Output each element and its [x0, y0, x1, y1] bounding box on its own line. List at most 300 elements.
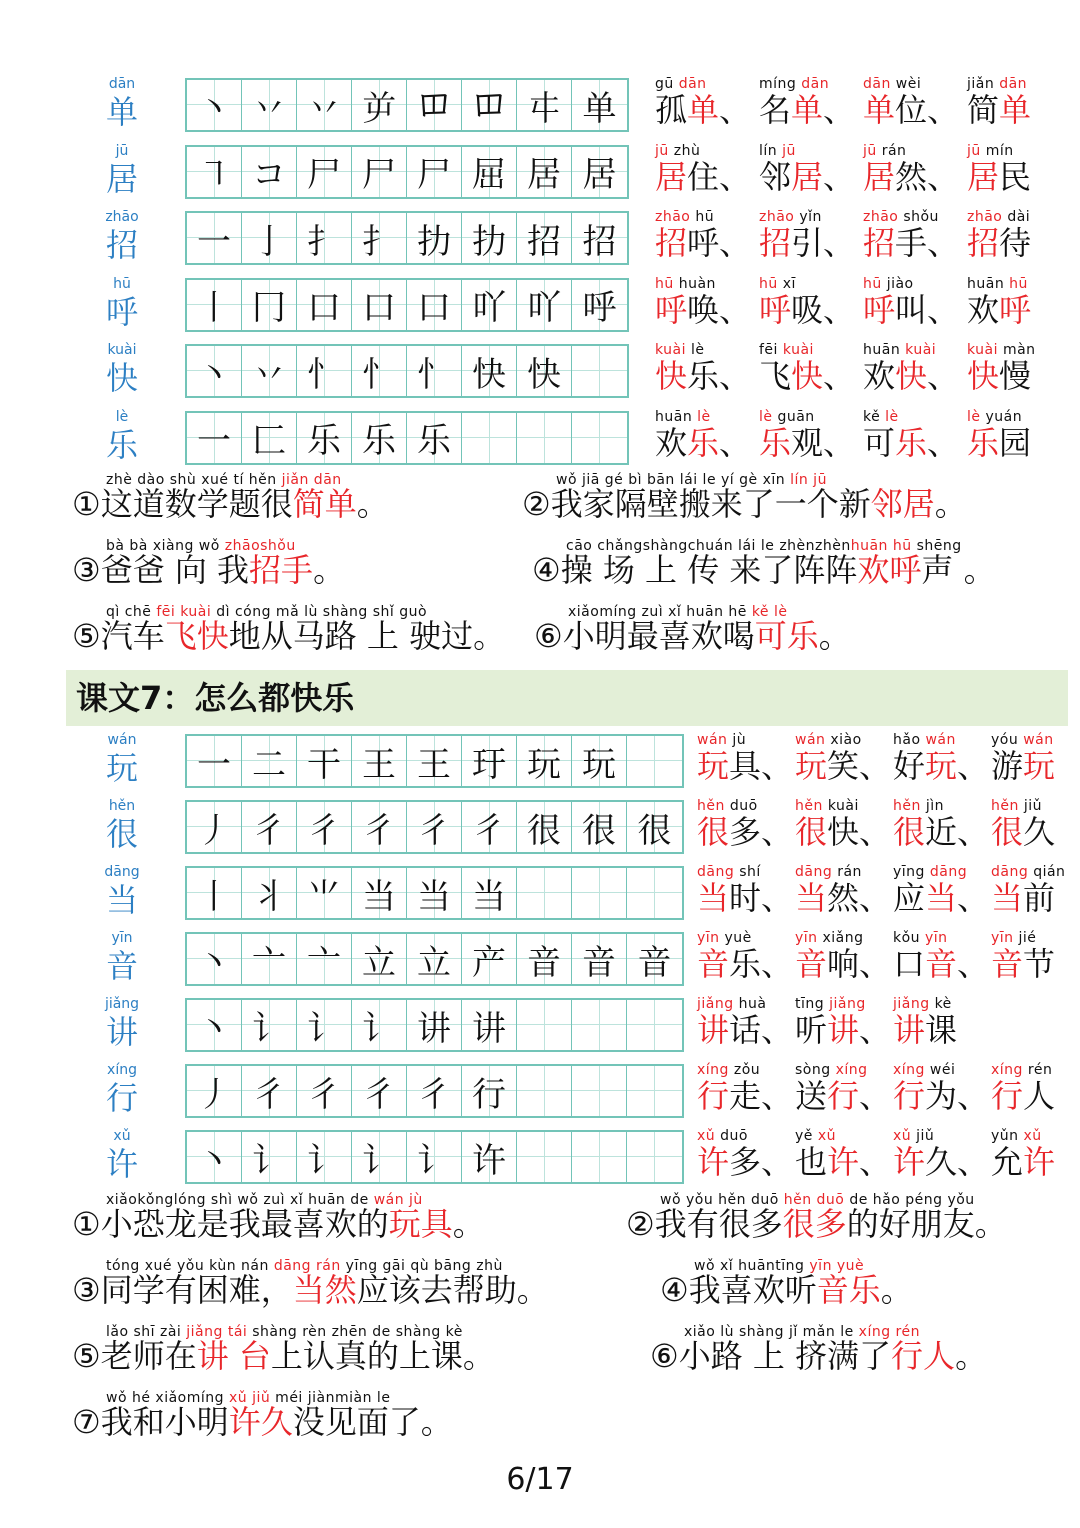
stroke-cell — [517, 1132, 572, 1182]
stroke-step: 丷 — [252, 354, 286, 395]
vocab-char: 观 — [791, 423, 824, 462]
sentence-end: 。 — [313, 551, 346, 589]
vocab-char: 然 — [827, 879, 860, 917]
stroke-step: 口 — [307, 288, 341, 328]
stroke-step: 讲 — [417, 1008, 451, 1049]
sentence-number: ③ — [72, 551, 101, 589]
char-glyph: 招 — [105, 226, 138, 264]
vocab-text: 欢快、 — [863, 357, 960, 395]
sentence-pinyin-text: qì chē — [106, 604, 157, 620]
vocab-char: 多 — [729, 1143, 762, 1181]
vocab-char: 好 — [893, 747, 926, 785]
vocab-new-char: 乐 — [687, 423, 720, 462]
stroke-cell — [242, 147, 297, 197]
sentence-text — [72, 1336, 495, 1376]
stroke-step: 亠 — [252, 942, 286, 983]
sentence-pinyin-text: xiǎomíng zuì xǐ huān hē — [568, 604, 752, 620]
char-row — [0, 864, 1080, 926]
stroke-step: 招 — [582, 221, 617, 262]
sentence-key-word: 飞快 — [164, 617, 229, 655]
sentence-pinyin-key: kě lè — [751, 604, 788, 620]
vocab-pinyin-syllable: dān — [801, 76, 830, 92]
vocab-pinyin-syllable: rén — [1027, 1062, 1053, 1078]
vocab-new-char: 招 — [759, 224, 792, 262]
stroke-cell — [462, 1132, 517, 1182]
stroke-cell — [572, 802, 627, 852]
vocab-char: 吸 — [791, 290, 824, 329]
vocab-new-char: 很 — [991, 813, 1024, 851]
vocab-pinyin-syllable: xíng — [835, 1062, 868, 1078]
stroke-step: 丨 — [197, 288, 231, 328]
stroke-cell — [407, 934, 462, 984]
stroke-cell — [462, 213, 517, 263]
stroke-cell — [297, 868, 352, 918]
stroke-step: 丬 — [252, 876, 286, 917]
vocab-pinyin-syllable: míng — [759, 76, 802, 92]
stroke-step: 讠 — [252, 1140, 286, 1181]
stroke-step: 忄 — [417, 354, 451, 395]
stroke-cell — [407, 736, 462, 786]
stroke-cell — [572, 147, 627, 197]
stroke-cell — [297, 1000, 352, 1050]
stroke-cell — [352, 413, 407, 463]
sentence-key-word: 讲 台 — [196, 1337, 271, 1375]
vocab-new-char: 当 — [697, 879, 730, 917]
vocab-new-char: 许 — [1023, 1143, 1056, 1181]
vocab-char: 孤 — [655, 91, 688, 129]
stroke-step: 冂 — [252, 288, 286, 328]
sentence-pinyin-key: lín jū — [790, 472, 827, 488]
stroke-step: 讠 — [362, 1140, 396, 1181]
stroke-cell — [187, 934, 242, 984]
stroke-step: 吖 — [472, 288, 506, 328]
sentence-pinyin-key: yīn yuè — [809, 1258, 865, 1274]
vocab-char: 应 — [893, 879, 926, 917]
vocab-new-char: 许 — [893, 1143, 926, 1181]
stroke-grid — [185, 1130, 684, 1184]
vocab-char: 民 — [999, 157, 1032, 196]
char-pinyin: dāng — [104, 864, 140, 880]
stroke-step: 招 — [527, 221, 561, 262]
vocab-new-char: 音 — [991, 945, 1024, 983]
vocab-text: 音乐、 — [697, 945, 794, 983]
sentence-pinyin-key: jiǎn dān — [281, 472, 342, 488]
stroke-cell — [352, 934, 407, 984]
vocab-text: 玩具、 — [697, 747, 794, 785]
vocab-char: 呼 — [687, 224, 720, 262]
stroke-cell — [187, 413, 242, 463]
stroke-step: 干 — [307, 744, 341, 785]
vocab-new-char: 居 — [967, 157, 1000, 196]
stroke-cell — [297, 934, 352, 984]
vocab-pinyin-syllable: xǔ — [893, 1128, 917, 1144]
sentence-pinyin-key: zhāoshǒu — [224, 538, 296, 554]
vocab-text: 呼叫、 — [863, 290, 960, 329]
vocab-new-char: 玩 — [925, 747, 958, 785]
sentence-number: ⑤ — [72, 1337, 101, 1375]
vocab-text: 乐观、 — [759, 423, 856, 462]
sentence-key-word: 许久 — [228, 1403, 293, 1441]
sentence-pinyin-text: dì cóng mǎ lù shàng shǐ guò — [211, 604, 428, 620]
vocab-pinyin-syllable: huàn — [678, 275, 716, 292]
vocab-text — [893, 1010, 957, 1050]
vocab-pinyin-syllable: jiǎng — [697, 996, 739, 1012]
vocab-pinyin-syllable: lè — [690, 342, 705, 358]
stroke-grid — [185, 278, 629, 332]
vocab-text — [991, 1142, 1055, 1182]
vocab-pinyin-syllable: xǔ — [1023, 1128, 1042, 1144]
stroke-grid — [185, 998, 684, 1052]
vocab-char: 人 — [1023, 1077, 1056, 1115]
stroke-step: 彳 — [362, 1074, 396, 1115]
sentence-text — [626, 1204, 1007, 1244]
stroke-step: 玗 — [472, 744, 506, 785]
vocab-pinyin-syllable: duō — [720, 1128, 748, 1144]
vocab-char: 慢 — [999, 357, 1032, 395]
vocab-text: 可乐、 — [863, 423, 960, 462]
vocab-char: 可 — [863, 423, 896, 462]
sentence-text — [72, 1270, 549, 1310]
stroke-cell — [572, 934, 627, 984]
vocab-pinyin-syllable: wán — [925, 732, 956, 748]
stroke-cell — [352, 280, 407, 330]
char-glyph: 玩 — [105, 749, 138, 787]
stroke-cell — [187, 80, 242, 130]
vocab-new-char: 快 — [895, 357, 928, 395]
vocab-pinyin-syllable: xíng — [991, 1062, 1028, 1078]
stroke-cell — [242, 346, 297, 396]
vocab-pinyin-syllable: hū — [863, 275, 887, 292]
sentence-key-word: 行人 — [891, 1337, 956, 1375]
sentence-body: 同学有困难， — [100, 1271, 293, 1309]
sentence-key-word: 可乐 — [754, 617, 819, 655]
stroke-cell — [242, 413, 297, 463]
sentence-body: 我和小明 — [100, 1403, 229, 1441]
stroke-step: 讠 — [307, 1140, 341, 1181]
char-row — [0, 1128, 1080, 1190]
sentence-pinyin-key: xǔ jiǔ — [228, 1390, 271, 1406]
vocab-pinyin-syllable: wéi — [929, 1062, 956, 1078]
vocab-new-char: 当 — [795, 879, 828, 917]
vocab-char: 园 — [999, 423, 1032, 462]
vocab-pinyin-syllable: xíng — [697, 1062, 734, 1078]
vocab-pinyin-syllable: yuè — [724, 930, 752, 946]
vocab-char: 久 — [925, 1143, 958, 1181]
vocab-new-char: 呼 — [999, 290, 1032, 329]
vocab-char: 乐 — [729, 945, 762, 983]
sentence-text — [534, 616, 851, 656]
vocab-pinyin-syllable: zhù — [673, 142, 701, 159]
vocab-pinyin-syllable: yīn — [991, 930, 1019, 946]
stroke-step: 吖 — [527, 288, 561, 328]
vocab-pinyin-syllable: xǔ — [697, 1128, 721, 1144]
sentence-key-word: 音乐 — [816, 1271, 881, 1309]
char-pinyin: lè — [115, 408, 129, 425]
stroke-cell — [517, 147, 572, 197]
stroke-step: 尸 — [417, 155, 451, 195]
stroke-cell — [462, 868, 517, 918]
stroke-cell — [352, 802, 407, 852]
char-row — [0, 276, 1080, 338]
vocab-text: 音响、 — [795, 945, 892, 983]
stroke-step: 音 — [582, 942, 616, 983]
char-row — [0, 930, 1080, 992]
vocab-text: 好玩、 — [893, 747, 990, 785]
stroke-step: 产 — [472, 942, 506, 983]
vocab-text: 行走、 — [697, 1077, 794, 1115]
stroke-step: 𫩏 — [417, 85, 451, 125]
vocab-pinyin-syllable: jū — [967, 142, 986, 159]
stroke-step: 扌 — [307, 221, 341, 262]
stroke-cell — [187, 1132, 242, 1182]
vocab-char: 快 — [827, 813, 860, 851]
stroke-step: 很 — [637, 810, 672, 851]
stroke-step: 亅 — [252, 221, 286, 262]
stroke-step: 立 — [417, 942, 451, 983]
stroke-cell — [352, 346, 407, 396]
stroke-cell — [297, 802, 352, 852]
vocab-char: 口 — [893, 945, 926, 983]
stroke-step: 彳 — [307, 810, 341, 851]
vocab-new-char: 玩 — [795, 747, 828, 785]
vocab-pinyin-syllable: fēi — [759, 342, 783, 358]
sentence-number: ① — [72, 485, 101, 523]
stroke-step: 当 — [472, 876, 506, 917]
vocab-pinyin-syllable: kuài — [967, 342, 1003, 358]
vocab-pinyin-syllable: yuán — [985, 408, 1023, 425]
stroke-step: 丿 — [197, 810, 231, 851]
sentence-text — [72, 550, 345, 590]
vocab-pinyin-syllable: jū — [655, 142, 674, 159]
char-glyph: 音 — [105, 947, 138, 985]
stroke-step: 当 — [362, 876, 396, 917]
vocab-pinyin-syllable: rán — [837, 864, 862, 880]
stroke-cell — [242, 934, 297, 984]
stroke-cell — [572, 868, 627, 918]
stroke-cell — [517, 413, 572, 463]
stroke-cell — [517, 868, 572, 918]
vocab-text — [991, 1076, 1055, 1116]
vocab-text: 当时、 — [697, 879, 794, 917]
char-glyph: 单 — [105, 93, 138, 131]
sentence-pinyin-key: wán jù — [373, 1192, 423, 1208]
stroke-cell — [462, 413, 517, 463]
sentence-end: 上认真的上课。 — [270, 1337, 495, 1375]
vocab-pinyin-syllable: gū — [655, 76, 679, 92]
vocab-text: 讲话、 — [697, 1011, 794, 1049]
sentence-number: ④ — [660, 1271, 689, 1309]
stroke-cell — [407, 147, 462, 197]
char-glyph: 当 — [105, 881, 138, 919]
sentence-end: 。 — [955, 1337, 988, 1375]
vocab-pinyin-syllable: qián — [1033, 864, 1066, 880]
vocab-pinyin-syllable: hū — [655, 275, 679, 292]
vocab-text — [967, 356, 1031, 396]
sentence-number: ⑥ — [650, 1337, 679, 1375]
stroke-grid — [185, 411, 629, 465]
vocab-char: 然 — [895, 157, 928, 196]
sentence-text — [72, 616, 505, 656]
vocab-char: 引 — [791, 224, 824, 262]
vocab-text: 送行、 — [795, 1077, 892, 1115]
sentence-body: 小恐龙是我最喜欢的 — [100, 1205, 389, 1243]
stroke-cell — [352, 80, 407, 130]
vocab-pinyin-syllable: lè — [697, 408, 711, 425]
vocab-text: 也许、 — [795, 1143, 892, 1181]
vocab-text — [967, 157, 1031, 197]
stroke-cell — [627, 1000, 682, 1050]
sentence-number: ⑦ — [72, 1403, 101, 1441]
sentence-pinyin-text: de hǎo péng yǒu — [844, 1192, 975, 1208]
stroke-cell — [187, 736, 242, 786]
char-pinyin: xǔ — [113, 1128, 131, 1144]
vocab-pinyin-syllable: xī — [782, 275, 796, 292]
sentence-body: 操 场 上 传 来了阵阵 — [560, 551, 858, 589]
vocab-char: 位 — [895, 91, 928, 129]
sentence-pinyin-text: tóng xué yǒu kùn nán — [106, 1258, 274, 1274]
vocab-text — [967, 290, 1031, 330]
stroke-cell — [572, 213, 627, 263]
vocab-char: 多 — [729, 813, 762, 851]
stroke-cell — [627, 868, 682, 918]
vocab-new-char: 居 — [655, 157, 688, 196]
vocab-text — [991, 746, 1055, 786]
vocab-pinyin-syllable: dāng — [929, 864, 968, 880]
stroke-step: 彳 — [417, 810, 451, 851]
vocab-pinyin-syllable: guān — [777, 408, 815, 425]
stroke-step: 呼 — [582, 288, 617, 328]
stroke-step: 居 — [527, 155, 561, 195]
stroke-cell — [297, 147, 352, 197]
vocab-new-char: 行 — [893, 1077, 926, 1115]
char-pinyin: jū — [115, 142, 129, 159]
stroke-step: 乐 — [307, 421, 341, 461]
vocab-new-char: 行 — [697, 1077, 730, 1115]
vocab-text: 招呼、 — [655, 224, 752, 262]
vocab-new-char: 许 — [697, 1143, 730, 1181]
vocab-char: 叫 — [895, 290, 928, 329]
char-row — [0, 143, 1080, 205]
vocab-pinyin-syllable: yǔn — [991, 1128, 1024, 1144]
sentence-pinyin-key: hěn duō — [783, 1192, 845, 1208]
stroke-step: 快 — [527, 354, 561, 395]
stroke-cell — [242, 213, 297, 263]
vocab-text — [967, 223, 1031, 263]
sentence-text — [72, 484, 389, 524]
vocab-text: 欢乐、 — [655, 423, 752, 462]
vocab-pinyin-syllable: huān — [967, 275, 1010, 292]
sentence-body: 我喜欢听 — [688, 1271, 817, 1309]
vocab-pinyin-syllable: kě — [863, 408, 886, 425]
char-row — [0, 1062, 1080, 1124]
sentence-end: 的好朋友。 — [846, 1205, 1007, 1243]
char-glyph: 居 — [105, 159, 138, 198]
stroke-cell — [572, 1000, 627, 1050]
vocab-text: 呼吸、 — [759, 290, 856, 329]
stroke-step: 当 — [417, 876, 451, 917]
vocab-char: 乐 — [687, 357, 720, 395]
stroke-step: 音 — [527, 942, 561, 983]
stroke-grid — [185, 932, 684, 986]
sentence-key-word: 简单 — [292, 485, 357, 523]
stroke-cell — [627, 934, 682, 984]
stroke-cell — [187, 1000, 242, 1050]
sentence-end: 。 — [934, 485, 967, 523]
vocab-char: 为 — [925, 1077, 958, 1115]
vocab-text: 口音、 — [893, 945, 990, 983]
stroke-step: コ — [252, 155, 286, 195]
sentence-end: 没见面了。 — [292, 1403, 453, 1441]
stroke-cell — [627, 1066, 682, 1116]
vocab-new-char: 玩 — [1023, 747, 1056, 785]
sentence-text — [72, 1402, 453, 1442]
char-glyph: 乐 — [105, 425, 138, 464]
vocab-new-char: 呼 — [863, 290, 896, 329]
vocab-pinyin-syllable: jiǎng — [829, 996, 866, 1012]
sentence-pinyin-text: wǒ hé xiǎomíng — [106, 1390, 229, 1406]
vocab-pinyin-syllable: jiǎng — [893, 996, 935, 1012]
vocab-new-char: 行 — [827, 1077, 860, 1115]
sentence-pinyin-key: huān hū — [850, 538, 912, 554]
stroke-grid — [185, 344, 629, 398]
vocab-new-char: 当 — [991, 879, 1024, 917]
vocab-pinyin-syllable: huà — [738, 996, 767, 1012]
vocab-text — [991, 944, 1055, 984]
stroke-cell — [462, 1000, 517, 1050]
sentence-body: 这道数学题很 — [100, 485, 293, 523]
vocab-pinyin-syllable: hěn — [893, 798, 926, 814]
sentence-number: ⑤ — [72, 617, 101, 655]
vocab-new-char: 很 — [795, 813, 828, 851]
stroke-cell — [297, 280, 352, 330]
char-row — [0, 996, 1080, 1058]
vocab-pinyin-syllable: kǒu — [893, 930, 925, 946]
sentence-body: 爸爸 向 我 — [100, 551, 250, 589]
stroke-cell — [517, 280, 572, 330]
vocab-new-char: 当 — [925, 879, 958, 917]
stroke-step: 口 — [417, 288, 451, 328]
vocab-text: 居住、 — [655, 157, 752, 196]
stroke-grid — [185, 734, 684, 788]
stroke-cell — [462, 1066, 517, 1116]
char-row — [0, 76, 1080, 138]
stroke-step: 玩 — [582, 744, 616, 785]
stroke-grid — [185, 78, 629, 132]
vocab-pinyin-syllable: dān — [863, 76, 896, 92]
sentence-pinyin-text: lǎo shī zài — [106, 1324, 187, 1340]
vocab-new-char: 讲 — [827, 1011, 860, 1049]
stroke-step: 丶 — [197, 1140, 231, 1181]
sentence-body: 小明最喜欢喝 — [562, 617, 755, 655]
stroke-step: 扌 — [362, 221, 396, 262]
vocab-text: 名单、 — [759, 91, 856, 129]
vocab-pinyin-syllable: wán — [795, 732, 831, 748]
vocab-new-char: 音 — [697, 945, 730, 983]
vocab-pinyin-syllable: zǒu — [733, 1062, 761, 1078]
stroke-cell — [187, 346, 242, 396]
stroke-step: 丷 — [307, 88, 341, 129]
stroke-step: 一 — [197, 744, 231, 785]
vocab-new-char: 招 — [863, 224, 896, 262]
stroke-step: 乐 — [362, 421, 396, 461]
sentence-pinyin-text: xiǎo lù shàng jǐ mǎn le — [684, 1324, 859, 1340]
vocab-text: 快乐、 — [655, 357, 752, 395]
stroke-cell — [407, 346, 462, 396]
vocab-new-char: 讲 — [893, 1011, 926, 1049]
vocab-char: 允 — [991, 1143, 1024, 1181]
char-pinyin: hěn — [108, 798, 136, 814]
sentence-number: ④ — [532, 551, 561, 589]
